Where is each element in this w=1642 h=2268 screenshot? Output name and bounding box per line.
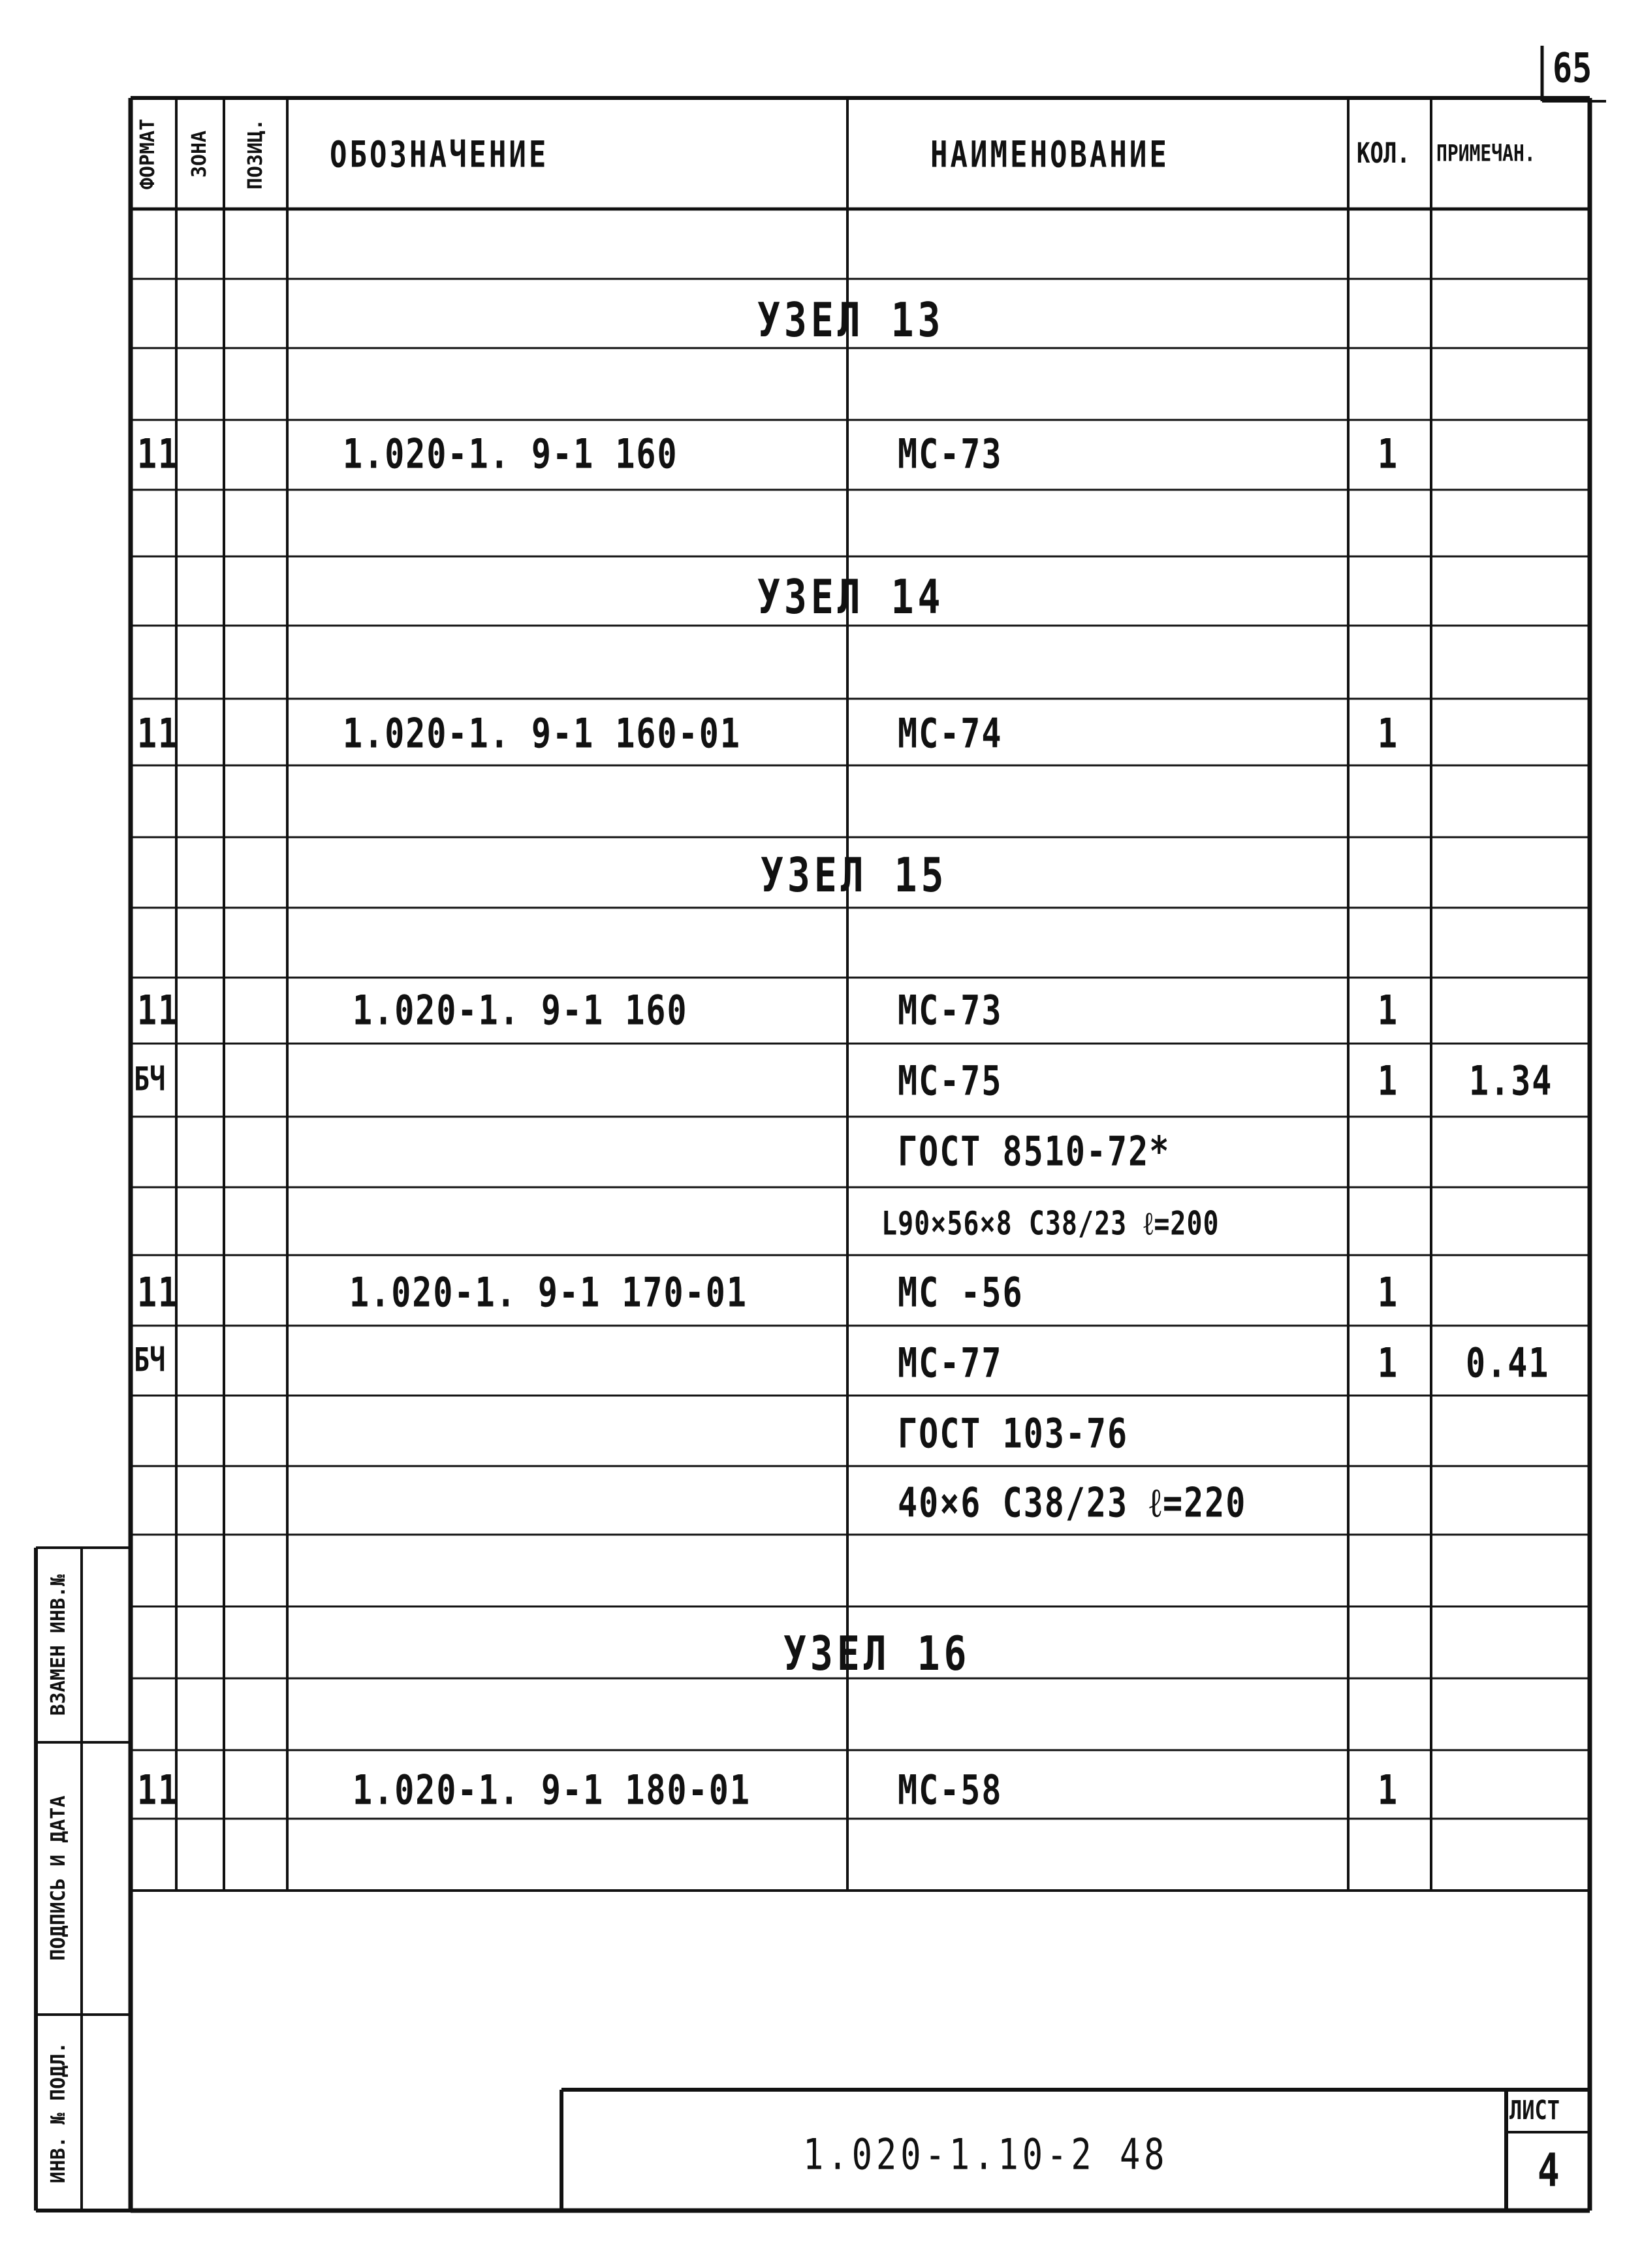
cell-name: ГОСТ 103-76 — [898, 1409, 1129, 1458]
cell-qty: 1 — [1378, 1268, 1399, 1317]
cell-note: 1.34 — [1469, 1057, 1553, 1105]
cell-name: МС-73 — [898, 986, 1003, 1034]
cell-format: 11 — [137, 986, 180, 1034]
header-note: ПРИМЕЧАН. — [1436, 139, 1536, 167]
cell-name: МС-74 — [898, 709, 1003, 758]
header-qty: КОЛ. — [1357, 137, 1410, 170]
cell-name: ГОСТ 8510-72* — [898, 1127, 1171, 1175]
stamp-signature: ПОДПИСЬ И ДАТА — [47, 1795, 70, 1961]
header-name: НАИМЕНОВАНИЕ — [930, 134, 1169, 176]
cell-format: 11 — [137, 430, 180, 478]
cell-qty: 1 — [1378, 986, 1399, 1034]
cell-qty: 1 — [1378, 1339, 1399, 1387]
page-number: 65 — [1553, 44, 1592, 92]
document-code: 1.020-1.10-2 48 — [803, 2130, 1169, 2180]
cell-designation: 1.020-1. 9-1 170-01 — [349, 1268, 748, 1317]
sheet-number: 4 — [1538, 2144, 1560, 2198]
section-title: УЗЕЛ 15 — [761, 847, 948, 903]
cell-format: 11 — [137, 1268, 180, 1317]
cell-name: МС-77 — [898, 1339, 1003, 1387]
section-title: УЗЕЛ 13 — [757, 292, 945, 348]
cell-qty: 1 — [1378, 1057, 1399, 1105]
cell-qty: 1 — [1378, 430, 1399, 478]
section-title: УЗЕЛ 16 — [783, 1625, 971, 1682]
stamp-replacement: ВЗАМЕН ИНВ.№ — [47, 1574, 70, 1716]
header-zone: ЗОНА — [188, 130, 211, 178]
cell-designation: 1.020-1. 9-1 160-01 — [343, 709, 741, 758]
cell-designation: 1.020-1. 9-1 180-01 — [353, 1766, 751, 1814]
cell-format: БЧ — [134, 1341, 166, 1379]
cell-name: МС-58 — [898, 1766, 1003, 1814]
cell-name: МС-73 — [898, 430, 1003, 478]
cell-qty: 1 — [1378, 709, 1399, 758]
cell-format: 11 — [137, 1766, 180, 1814]
cell-designation: 1.020-1. 9-1 160 — [353, 986, 688, 1034]
header-format: ФОРМАТ — [136, 118, 159, 190]
cell-format: 11 — [137, 709, 180, 758]
cell-qty: 1 — [1378, 1766, 1399, 1814]
cell-name: МС-75 — [898, 1057, 1003, 1105]
cell-note: 0.41 — [1466, 1339, 1550, 1387]
sheet-label: ЛИСТ — [1509, 2094, 1560, 2126]
header-designation: ОБОЗНАЧЕНИЕ — [330, 134, 549, 176]
cell-format: БЧ — [134, 1061, 166, 1098]
header-position: ПОЗИЦ. — [244, 118, 267, 190]
cell-name: 40×6 С38/23 ℓ=220 — [898, 1478, 1247, 1527]
cell-name: МС -56 — [898, 1268, 1024, 1317]
cell-name: L90×56×8 С38/23 ℓ=200 — [881, 1205, 1220, 1243]
cell-designation: 1.020-1. 9-1 160 — [343, 430, 678, 478]
section-title: УЗЕЛ 14 — [757, 569, 945, 625]
stamp-inventory: ИНВ. № ПОДЛ. — [47, 2041, 70, 2184]
